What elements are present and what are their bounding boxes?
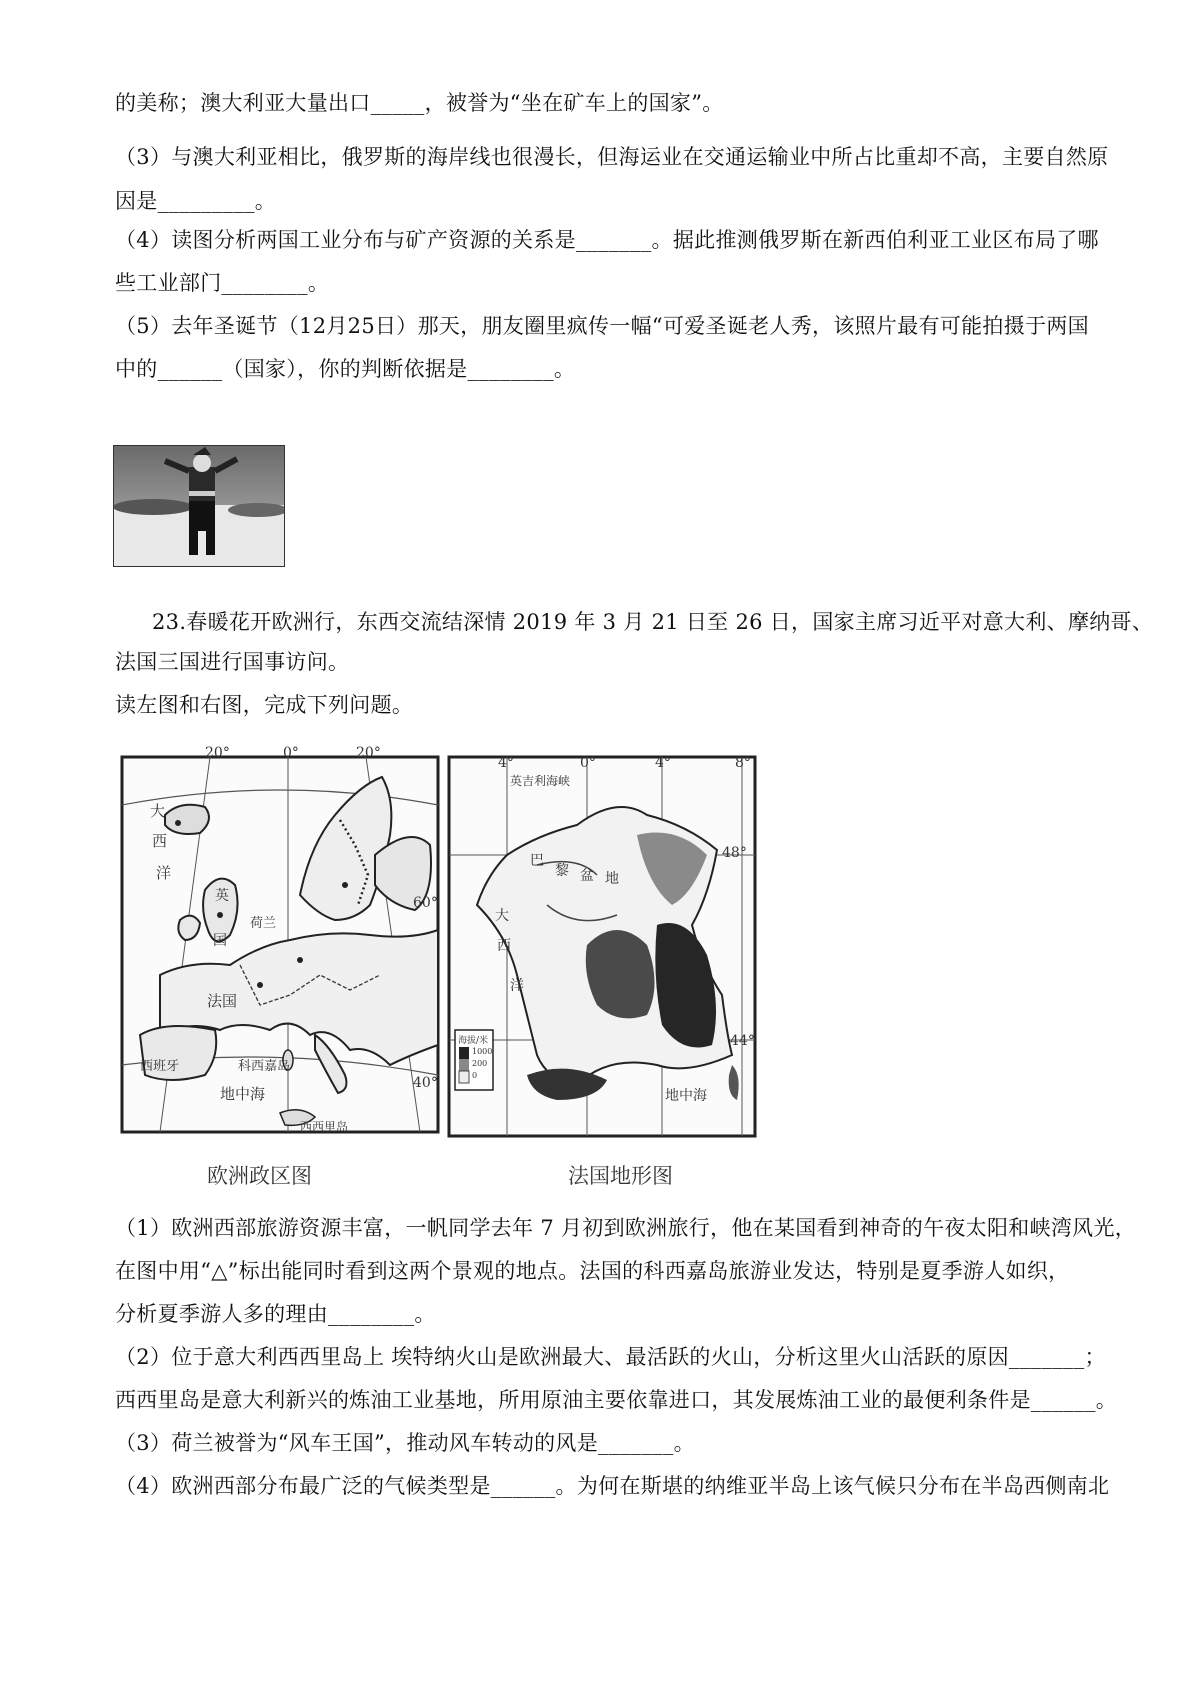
text-line-10: 读左图和右图，完成下列问题。 — [115, 693, 414, 717]
france-label-paris-basin-1: 巴 — [530, 853, 544, 869]
europe-lon-label-3: 20° — [356, 745, 381, 761]
europe-political-map — [120, 745, 440, 1150]
question-22-5: （5）去年圣诞节（12月25日）那天，朋友圈里疯传一幅“可爱圣诞老人秀，该照片最有可能拍摄于两国 — [115, 314, 1089, 338]
france-label-paris-basin-3: 盆 — [580, 868, 594, 884]
france-lon-label-3: 4° — [655, 755, 671, 771]
question-23-1: （1）欧洲西部旅游资源丰富，一帆同学去年 7 月初到欧洲旅行，他在某国看到神奇的午夜太阳和峡湾风光， — [115, 1216, 1137, 1240]
france-label-paris-basin-2: 黎 — [555, 863, 569, 879]
france-lon-label-4: 8° — [735, 755, 751, 771]
france-label-atlantic-3: 洋 — [510, 978, 524, 994]
france-lat-label-48: 48° — [722, 845, 747, 861]
france-label-atlantic-1: 大 — [495, 908, 509, 924]
france-legend-title: 海拔/米 — [458, 1036, 489, 1046]
europe-lon-label-2: 0° — [283, 745, 299, 761]
europe-label-uk-2: 国 — [213, 933, 227, 949]
europe-label-spain: 西班牙 — [140, 1059, 180, 1074]
france-label-channel: 英吉利海峡 — [510, 774, 571, 788]
text-line-5: 些工业部门________。 — [115, 271, 330, 295]
text-line-12: 在图中用“△”标出能同时看到这两个景观的地点。法国的科西嘉岛旅游业发达，特别是夏季游人如织， — [115, 1259, 1070, 1283]
europe-map-caption: 欧洲政区图 — [207, 1164, 312, 1188]
europe-label-sicily: 西西里岛 — [300, 1120, 349, 1134]
europe-label-atlantic-3: 洋 — [156, 864, 172, 882]
question-22-3: （3）与澳大利亚相比，俄罗斯的海岸线也很漫长，但海运业在交通运输业中所占比重却不高，主要自然原 — [115, 145, 1109, 169]
europe-lat-label-40: 40° — [413, 1075, 438, 1091]
text-line-1: 的美称；澳大利亚大量出口_____，被誉为“坐在矿车上的国家”。 — [115, 91, 724, 115]
france-map-caption: 法国地形图 — [568, 1164, 673, 1188]
europe-label-atlantic-1: 大 — [150, 802, 166, 820]
france-legend-0: 0 — [472, 1071, 478, 1080]
france-label-atlantic-2: 西 — [497, 938, 511, 954]
france-lon-label-2: 0° — [580, 755, 596, 771]
europe-lon-label-1: 20° — [205, 745, 230, 761]
france-legend-1000: 1000 — [472, 1047, 493, 1056]
text-line-9: 法国三国进行国事访问。 — [115, 650, 350, 674]
europe-label-mediterranean: 地中海 — [220, 1085, 266, 1103]
question-23-3: （3）荷兰被誉为“风车王国”，推动风车转动的风是_______。 — [115, 1431, 695, 1455]
europe-lat-label-60: 60° — [413, 895, 438, 911]
question-23-4: （4）欧洲西部分布最广泛的气候类型是______。为何在斯堪的纳维亚半岛上该气候只分布在半岛西侧南北 — [115, 1474, 1110, 1498]
text-line-7: 中的______（国家），你的判断依据是________。 — [115, 357, 576, 381]
santa-photo — [113, 445, 285, 567]
europe-label-corsica: 科西嘉岛 — [238, 1059, 291, 1074]
europe-label-uk-1: 英 — [215, 888, 229, 904]
text-line-15: 西西里岛是意大利新兴的炼油工业基地，所用原油主要依靠进口，其发展炼油工业的最便利条件是______。 — [115, 1388, 1117, 1412]
france-topographic-map — [447, 755, 757, 1140]
france-lat-label-44: 44° — [730, 1033, 755, 1049]
question-23-intro: 23.春暖花开欧洲行，东西交流结深情 2019 年 3 月 21 日至 26 日，国家主席习近平对意大利、摩纳哥、 — [152, 610, 1154, 634]
europe-label-netherlands: 荷兰 — [250, 916, 277, 931]
france-lon-label-1: 4° — [498, 755, 514, 771]
france-legend-200: 200 — [472, 1059, 488, 1068]
question-23-2: （2）位于意大利西西里岛上 埃特纳火山是欧洲最大、最活跃的火山，分析这里火山活跃的原因_______； — [115, 1345, 1106, 1369]
text-line-3: 因是_________。 — [115, 189, 277, 213]
france-label-mediterranean: 地中海 — [665, 1088, 707, 1104]
europe-label-atlantic-2: 西 — [152, 832, 168, 850]
europe-label-france: 法国 — [207, 992, 238, 1010]
france-label-paris-basin-4: 地 — [605, 871, 619, 887]
text-line-13: 分析夏季游人多的理由________。 — [115, 1302, 436, 1326]
question-22-4: （4）读图分析两国工业分布与矿产资源的关系是_______。据此推测俄罗斯在新西伯利亚工业区布局了哪 — [115, 228, 1099, 252]
